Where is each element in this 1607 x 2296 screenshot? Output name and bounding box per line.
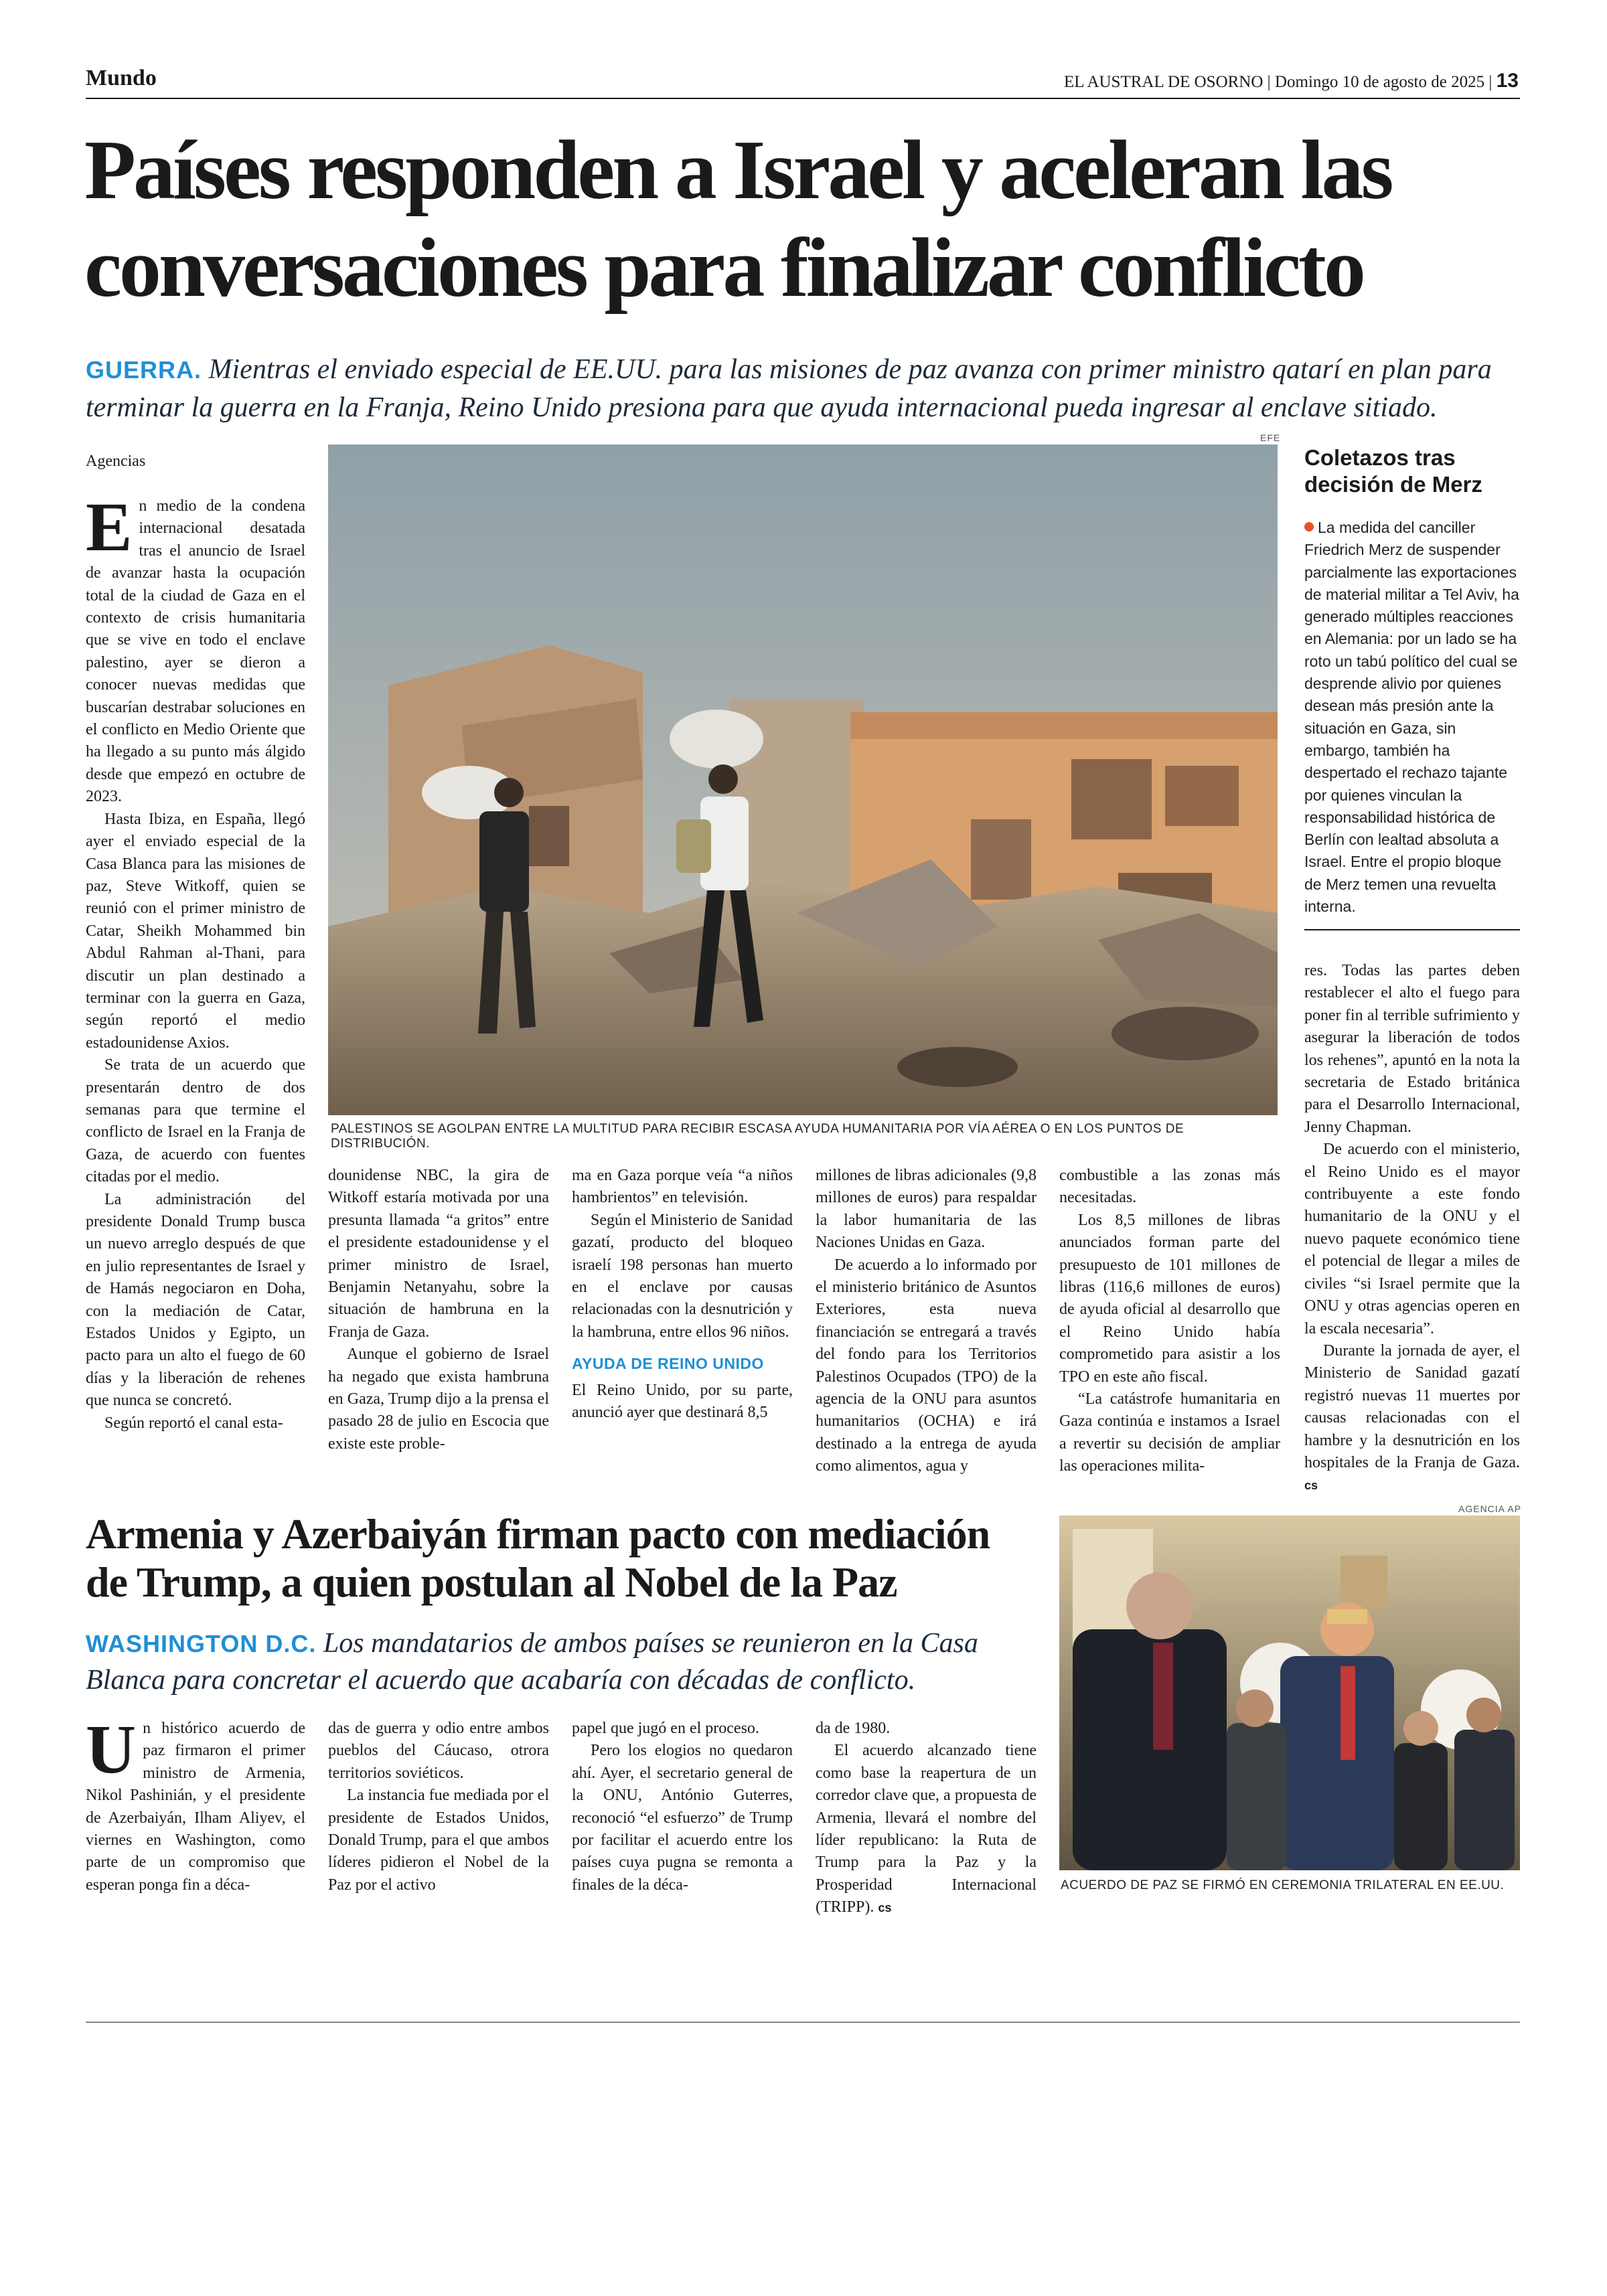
main-photo bbox=[328, 444, 1278, 1115]
masthead: EL AUSTRAL DE OSORNO | Domingo 10 de agosto de 2025 | 13 bbox=[1063, 70, 1519, 92]
newspaper-name: EL AUSTRAL DE OSORNO bbox=[1063, 73, 1264, 91]
main-photo-credit: EFE bbox=[1260, 432, 1281, 443]
paragraph: Hasta Ibiza, en España, llegó ayer el enviado especial de la Casa Blanca para las misiones de paz, Steve Witkoff, quien se reunió con el primer ministro de Catar, Sheikh Mohammed bin Abdul Rahman al-Thani, para discutir un plan destinado a terminar con la guerra en Gaza, según reportó el medio estadounidense Axios. bbox=[86, 810, 305, 1052]
second-column-2 bbox=[328, 1718, 549, 1896]
main-column-5 bbox=[1059, 1165, 1280, 1478]
paragraph: papel que jugó en el proceso. bbox=[572, 1720, 759, 1737]
main-kicker: GUERRA. bbox=[86, 356, 202, 384]
paragraph-text: El acuerdo alcanzado tiene como base la reapertura de un corredor clave que, a propuesta de Armenia, llevará el nombre del líder republicano: la Ruta de Trump para la Paz y la Prosperidad Internacional (TRIPP). bbox=[816, 1742, 1037, 1916]
page-number: 13 bbox=[1496, 70, 1519, 92]
sidebar-rule bbox=[1304, 929, 1520, 930]
second-column-4 bbox=[816, 1718, 1037, 1920]
main-column-3 bbox=[572, 1165, 793, 1424]
paragraph: La administración del presidente Donald Trump busca un nuevo arreglo después de que en julio representantes de Israel y de Hamás negociaron en Doha, con la mediación de Catar, Estados Unidos y Egipto, un pacto para un alto el fuego de 60 días y la liberación de rehenes que nunca se concretó. bbox=[86, 1190, 305, 1410]
paragraph: Según reportó el canal esta- bbox=[104, 1414, 283, 1432]
second-column-3 bbox=[572, 1718, 793, 1896]
paragraph: n medio de la condena internacional desatada tras el anuncio de Israel de avanzar hasta la ocupación total de la ciudad de Gaza en el contexto de crisis humanitaria que se vive en todo el enclave palestino, ayer se dieron a conocer nuevas medidas que buscarían destrabar soluciones en el conflicto en Medio Oriente que ha llegado a su punto más álgido desde que empezó en octubre de 2023. bbox=[86, 497, 305, 806]
second-headline: Armenia y Azerbaiyán firman pacto con mediación de Trump, a quien postulan al Nobel de la Paz bbox=[86, 1510, 990, 1606]
drop-cap: U bbox=[86, 1711, 137, 1788]
paragraph: dounidense NBC, la gira de Witkoff estaría motivada por una presunta llamada “a gritos” entre el presidente estadounidense y el primer ministro de Israel, Benjamin Netanyahu, sobre la situación de hambruna en la Franja de Gaza. bbox=[328, 1167, 549, 1341]
second-lede bbox=[86, 1625, 1037, 1698]
second-photo bbox=[1059, 1515, 1520, 1870]
main-photo-caption: PALESTINOS SE AGOLPAN ENTRE LA MULTITUD PARA RECIBIR ESCASA AYUDA HUMANITARIA POR VÍA AÉREA O EN LOS PUNTOS DE DISTRIBUCIÓN. bbox=[331, 1122, 1184, 1151]
sidebar-title: Coletazos tras decisión de Merz bbox=[1304, 445, 1482, 497]
end-mark-icon: cs bbox=[878, 1901, 892, 1915]
main-column-1 bbox=[86, 489, 305, 1434]
paragraph: ma en Gaza porque veía “a niños hambrientos” en televisión. bbox=[572, 1167, 793, 1207]
subhead: AYUDA DE REINO UNIDO bbox=[572, 1355, 764, 1373]
paragraph: das de guerra y odio entre ambos pueblos del Cáucaso, otrora territorios soviéticos. bbox=[328, 1720, 549, 1782]
paragraph: La instancia fue mediada por el presidente de Estados Unidos, Donald Trump, para el que ambos líderes pidieron el Nobel de la Paz por el activo bbox=[328, 1787, 549, 1894]
paragraph-text: Durante la jornada de ayer, el Ministerio de Sanidad gazatí registró nuevas 11 muertes por causas relacionadas con el hambre y la desnutrición en los hospitales de la Franja de Gaza. bbox=[1304, 1341, 1520, 1471]
paragraph: De acuerdo con el ministerio, el Reino Unido es el mayor contribuyente a este fondo humanitario de la ONU y el nuevo paquete económico tiene el potencial de llegar a miles de civiles “si Israel permite que la ONU y otras agencias operen en la escala necesaria”. bbox=[1304, 1141, 1520, 1337]
paragraph: millones de libras adicionales (9,8 millones de euros) para respaldar la labor humanitaria de las Naciones Unidas en Gaza. bbox=[816, 1167, 1037, 1252]
paragraph: Pero los elogios no quedaron ahí. Ayer, el secretario general de la ONU, António Guterres, reconoció “el esfuerzo” de Trump por facilitar el acuerdo entre los países cuya pugna se remonta a finales de la déca- bbox=[572, 1742, 793, 1894]
byline: Agencias bbox=[86, 453, 146, 470]
main-headline: Países responden a Israel y aceleran las conversaciones para finalizar conflicto bbox=[84, 124, 1391, 315]
main-column-4 bbox=[816, 1165, 1037, 1478]
paragraph: Según el Ministerio de Sanidad gazatí, producto del bloqueo israelí 198 personas han muerto en el enclave por causas relacionadas con la desnutrición y la hambruna, entre ellos 96 niños. bbox=[572, 1211, 793, 1341]
paragraph: res. Todas las partes deben restablecer el alto el fuego para poner fin al terrible sufrimiento y asegurar la liberación de todos los rehenes”, apuntó en la nota la secretaria de Estado británica para el Desarrollo Internacional, Jenny Chapman. bbox=[1304, 962, 1520, 1136]
bottom-rule bbox=[86, 2022, 1520, 2023]
second-column-1 bbox=[86, 1711, 305, 1896]
section-name: Mundo bbox=[86, 66, 157, 90]
drop-cap: E bbox=[86, 489, 133, 566]
second-photo-credit: AGENCIA AP bbox=[1458, 1503, 1522, 1514]
main-column-6 bbox=[1304, 960, 1520, 1497]
paragraph: Los 8,5 millones de libras anunciados forman parte del presupuesto de 101 millones de libras (116,6 millones de euros) de ayuda oficial al desarrollo que el Reino Unido había comprometido para asistir a los TPO en este año fiscal. bbox=[1059, 1211, 1280, 1386]
paragraph: “La catástrofe humanitaria en Gaza continúa e instamos a Israel a revertir su decisión de ampliar las operaciones milita- bbox=[1059, 1390, 1280, 1475]
main-column-2 bbox=[328, 1165, 549, 1455]
main-lede-text: Mientras el enviado especial de EE.UU. para las misiones de paz avanza con primer ministro qatarí en plan para terminar la guerra en la Franja, Reino Unido presiona para que ayuda internacional pueda ingresar al enclave sitiado. bbox=[86, 354, 1492, 423]
second-photo-caption: ACUERDO DE PAZ SE FIRMÓ EN CEREMONIA TRILATERAL EN EE.UU. bbox=[1061, 1878, 1505, 1892]
paragraph: combustible a las zonas más necesitadas. bbox=[1059, 1167, 1280, 1207]
paragraph bbox=[1304, 1340, 1520, 1497]
paragraph bbox=[816, 1740, 1037, 1919]
paragraph: Aunque el gobierno de Israel ha negado que exista hambruna en Gaza, Trump dijo a la prensa el pasado 28 de julio en Escocia que existe este proble- bbox=[328, 1345, 549, 1453]
bullet-icon bbox=[1304, 522, 1314, 531]
sidebar-body bbox=[1304, 517, 1520, 918]
paragraph: Se trata de un acuerdo que presentarán dentro de dos semanas para que termine el conflicto de Israel en la Franja de Gaza, de acuerdo con fuentes citadas por el medio. bbox=[86, 1056, 305, 1186]
header-rule bbox=[86, 98, 1520, 99]
sidebar-text: La medida del canciller Friedrich Merz de suspender parcialmente las exportaciones de material militar a Tel Aviv, ha generado múltiples reacciones en Alemania: por un lado se ha roto un tabú político del cual se desprende alivio por quienes desean más presión ante la situación en Gaza, sin embargo, también ha despertado el rechazo tajante por quienes vinculan la responsabilidad histórica de Berlín con lealtad absoluta a Israel. Entre el propio bloque de Merz temen una revuelta interna. bbox=[1304, 519, 1519, 916]
paragraph: n histórico acuerdo de paz firmaron el primer ministro de Armenia, Nikol Pashinián, y el presidente de Azerbaiyán, Ilham Aliyev, el viernes en Washington, como parte de un compromiso que esperan ponga fin a déca- bbox=[86, 1720, 305, 1894]
main-lede bbox=[86, 351, 1525, 426]
issue-date: Domingo 10 de agosto de 2025 bbox=[1274, 73, 1485, 91]
second-kicker: WASHINGTON D.C. bbox=[86, 1630, 317, 1657]
end-mark-icon: cs bbox=[1304, 1479, 1318, 1493]
paragraph: De acuerdo a lo informado por el ministerio británico de Asuntos Exteriores, esta nueva financiación se entregará a través del fondo para los Territorios Palestinos Ocupados (TPO) de la agencia de la ONU para asuntos humanitarios (OCHA) e irá destinado a la entrega de ayuda como alimentos, agua y bbox=[816, 1256, 1037, 1475]
paragraph: da de 1980. bbox=[816, 1720, 891, 1737]
paragraph: El Reino Unido, por su parte, anunció ayer que destinará 8,5 bbox=[572, 1381, 793, 1422]
second-lede-text: Los mandatarios de ambos países se reunieron en la Casa Blanca para concretar el acuerdo que acabaría con décadas de conflicto. bbox=[86, 1628, 978, 1696]
